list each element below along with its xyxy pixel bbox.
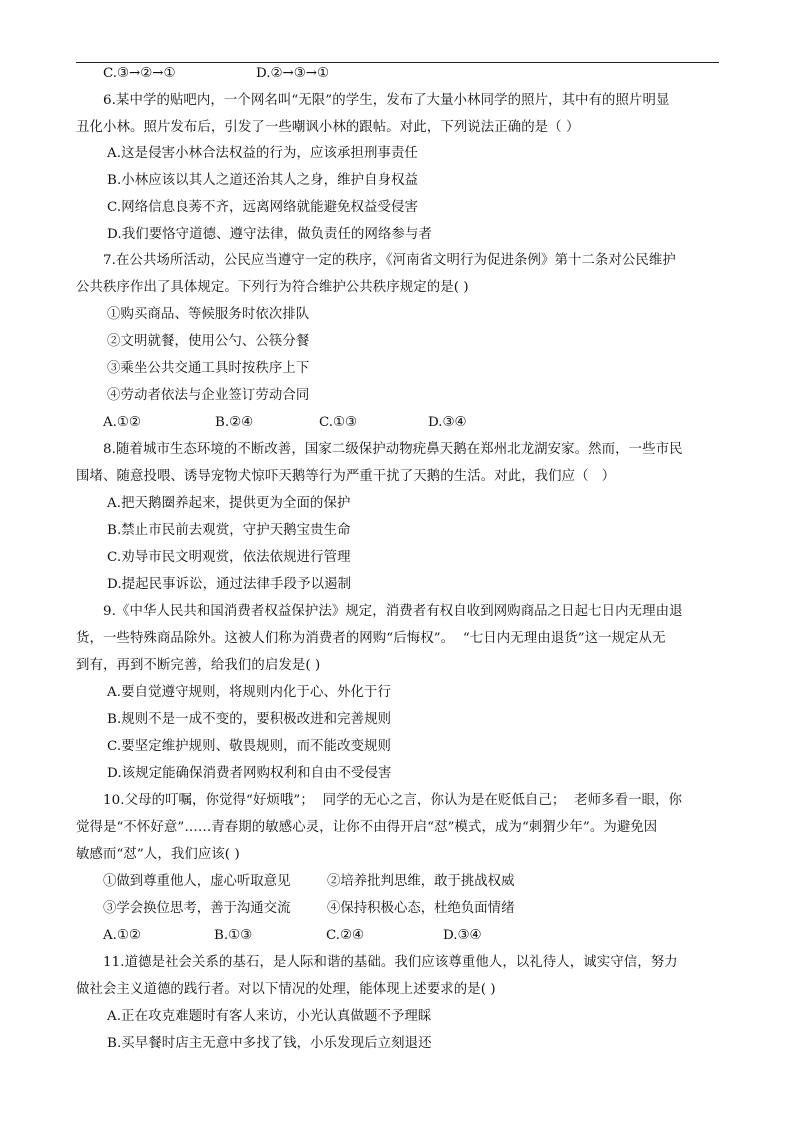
- q6-option-c: C.网络信息良莠不齐，远离网络就能避免权益受侵害: [107, 200, 419, 215]
- q6-option-a: A.这是侵害小林合法权益的行为，应该承担刑事责任: [107, 146, 418, 161]
- q10-choice-c: C.②④: [326, 928, 365, 943]
- q10-choice-d: D.③④: [443, 928, 482, 943]
- q10-item-1: ①做到尊重他人，虚心听取意见: [103, 874, 291, 889]
- q9-stem-line3: 到有，再到不断完善，给我们的启发是( ): [76, 658, 321, 673]
- q7-item-4: ④劳动者依法与企业签订劳动合同: [107, 388, 310, 403]
- q8-option-b: B.禁止市民前去观赏，守护天鹅宝贵生命: [107, 523, 351, 538]
- q6-option-d: D.我们要恪守道德、遵守法律，做负责任的网络参与者: [107, 227, 432, 242]
- q9-stem-line2: 货，一些特殊商品除外。这被人们称为消费者的网购“后悔权”。 “七日内无理由退货”这一规定从无: [76, 631, 666, 646]
- q10-choice-a: A.①②: [103, 928, 141, 943]
- q7-item-2: ②文明就餐，使用公勺、公筷分餐: [107, 334, 310, 349]
- q11-stem-line1: 11.道德是社会关系的基石，是人际和谐的基础。我们应该尊重他人，以礼待人，诚实守信，努力: [103, 955, 678, 970]
- q9-option-c: C.要坚定维护规则、敬畏规则，而不能改变规则: [107, 739, 392, 754]
- q10-stem-line2: 觉得是“不怀好意”……青春期的敏感心灵，让你不由得开启“怼”模式，成为“刺猬少年”。为避免因: [76, 820, 658, 835]
- q10-stem-line3: 敏感而“怼”人，我们应该( ): [76, 847, 240, 862]
- q8-option-a: A.把天鹅圈养起来，提供更为全面的保护: [107, 496, 351, 511]
- q7-choice-b: B.②④: [215, 415, 254, 430]
- option-c: C.③→②→①: [103, 66, 176, 81]
- q10-choice-b: B.①③: [214, 928, 253, 943]
- q9-option-b: B.规则不是一成不变的，要积极改进和完善规则: [107, 712, 392, 727]
- q7-item-1: ①购买商品、等候服务时依次排队: [107, 307, 310, 322]
- q9-option-d: D.该规定能确保消费者网购权利和自由不受侵害: [107, 766, 392, 781]
- q11-option-a: A.正在攻克难题时有客人来访，小光认真做题不予理睬: [107, 1009, 432, 1024]
- q6-stem-line1: 6.某中学的贴吧内，一个网名叫“无限”的学生，发布了大量小林同学的照片，其中有的照片明显: [103, 93, 670, 108]
- q10-stem-line1: 10.父母的叮嘱，你觉得“好烦哦”； 同学的无心之言，你认为是在贬低自己； 老师多看一眼，你: [103, 793, 683, 808]
- q10-item-4: ④保持积极心态，杜绝负面情绪: [327, 901, 515, 916]
- q7-choice-d: D.③④: [428, 415, 467, 430]
- q8-stem-line2: 围堵、随意投喂、诱导宠物犬惊吓天鹅等行为严重干扰了天鹅的生活。对此，我们应（ ）: [76, 469, 616, 484]
- q11-option-b: B.买早餐时店主无意中多找了钱，小乐发现后立刻退还: [107, 1036, 432, 1051]
- q9-stem-line1: 9.《中华人民共和国消费者权益保护法》规定，消费者有权自收到网购商品之日起七日内无理由退: [103, 604, 683, 619]
- q10-item-2: ②培养批判思维，敢于挑战权威: [327, 874, 515, 889]
- q6-option-b: B.小林应该以其人之道还治其人之身，维护自身权益: [107, 173, 419, 188]
- q7-item-3: ③乘坐公共交通工具时按秩序上下: [107, 361, 310, 376]
- q7-choice-a: A.①②: [103, 415, 141, 430]
- q7-choice-c: C.①③: [319, 415, 358, 430]
- q8-stem-line1: 8.随着城市生态环境的不断改善，国家二级保护动物疣鼻天鹅在郑州北龙湖安家。然而，一些市民: [103, 442, 683, 457]
- q7-stem-line2: 公共秩序作出了具体规定。下列行为符合维护公共秩序规定的是( ): [76, 280, 469, 295]
- q11-stem-line2: 做社会主义道德的践行者。对以下情况的处理，能体现上述要求的是( ): [76, 982, 496, 997]
- q8-option-c: C.劝导市民文明观赏，依法依规进行管理: [107, 550, 351, 565]
- q9-option-a: A.要自觉遵守规则，将规则内化于心、外化于行: [107, 685, 391, 700]
- header-rule: [76, 62, 719, 63]
- option-d: D.②→③→①: [256, 66, 329, 81]
- q10-item-3: ③学会换位思考，善于沟通交流: [103, 901, 291, 916]
- q6-stem-line2: 丑化小林。照片发布后，引发了一些嘲讽小林的跟帖。对此，下列说法正确的是（ ）: [76, 120, 580, 135]
- q7-stem-line1: 7.在公共场所活动，公民应当遵守一定的秩序，《河南省文明行为促进条例》第十二条对公民维护: [103, 253, 676, 268]
- q8-option-d: D.提起民事诉讼，通过法律手段予以遏制: [107, 577, 352, 592]
